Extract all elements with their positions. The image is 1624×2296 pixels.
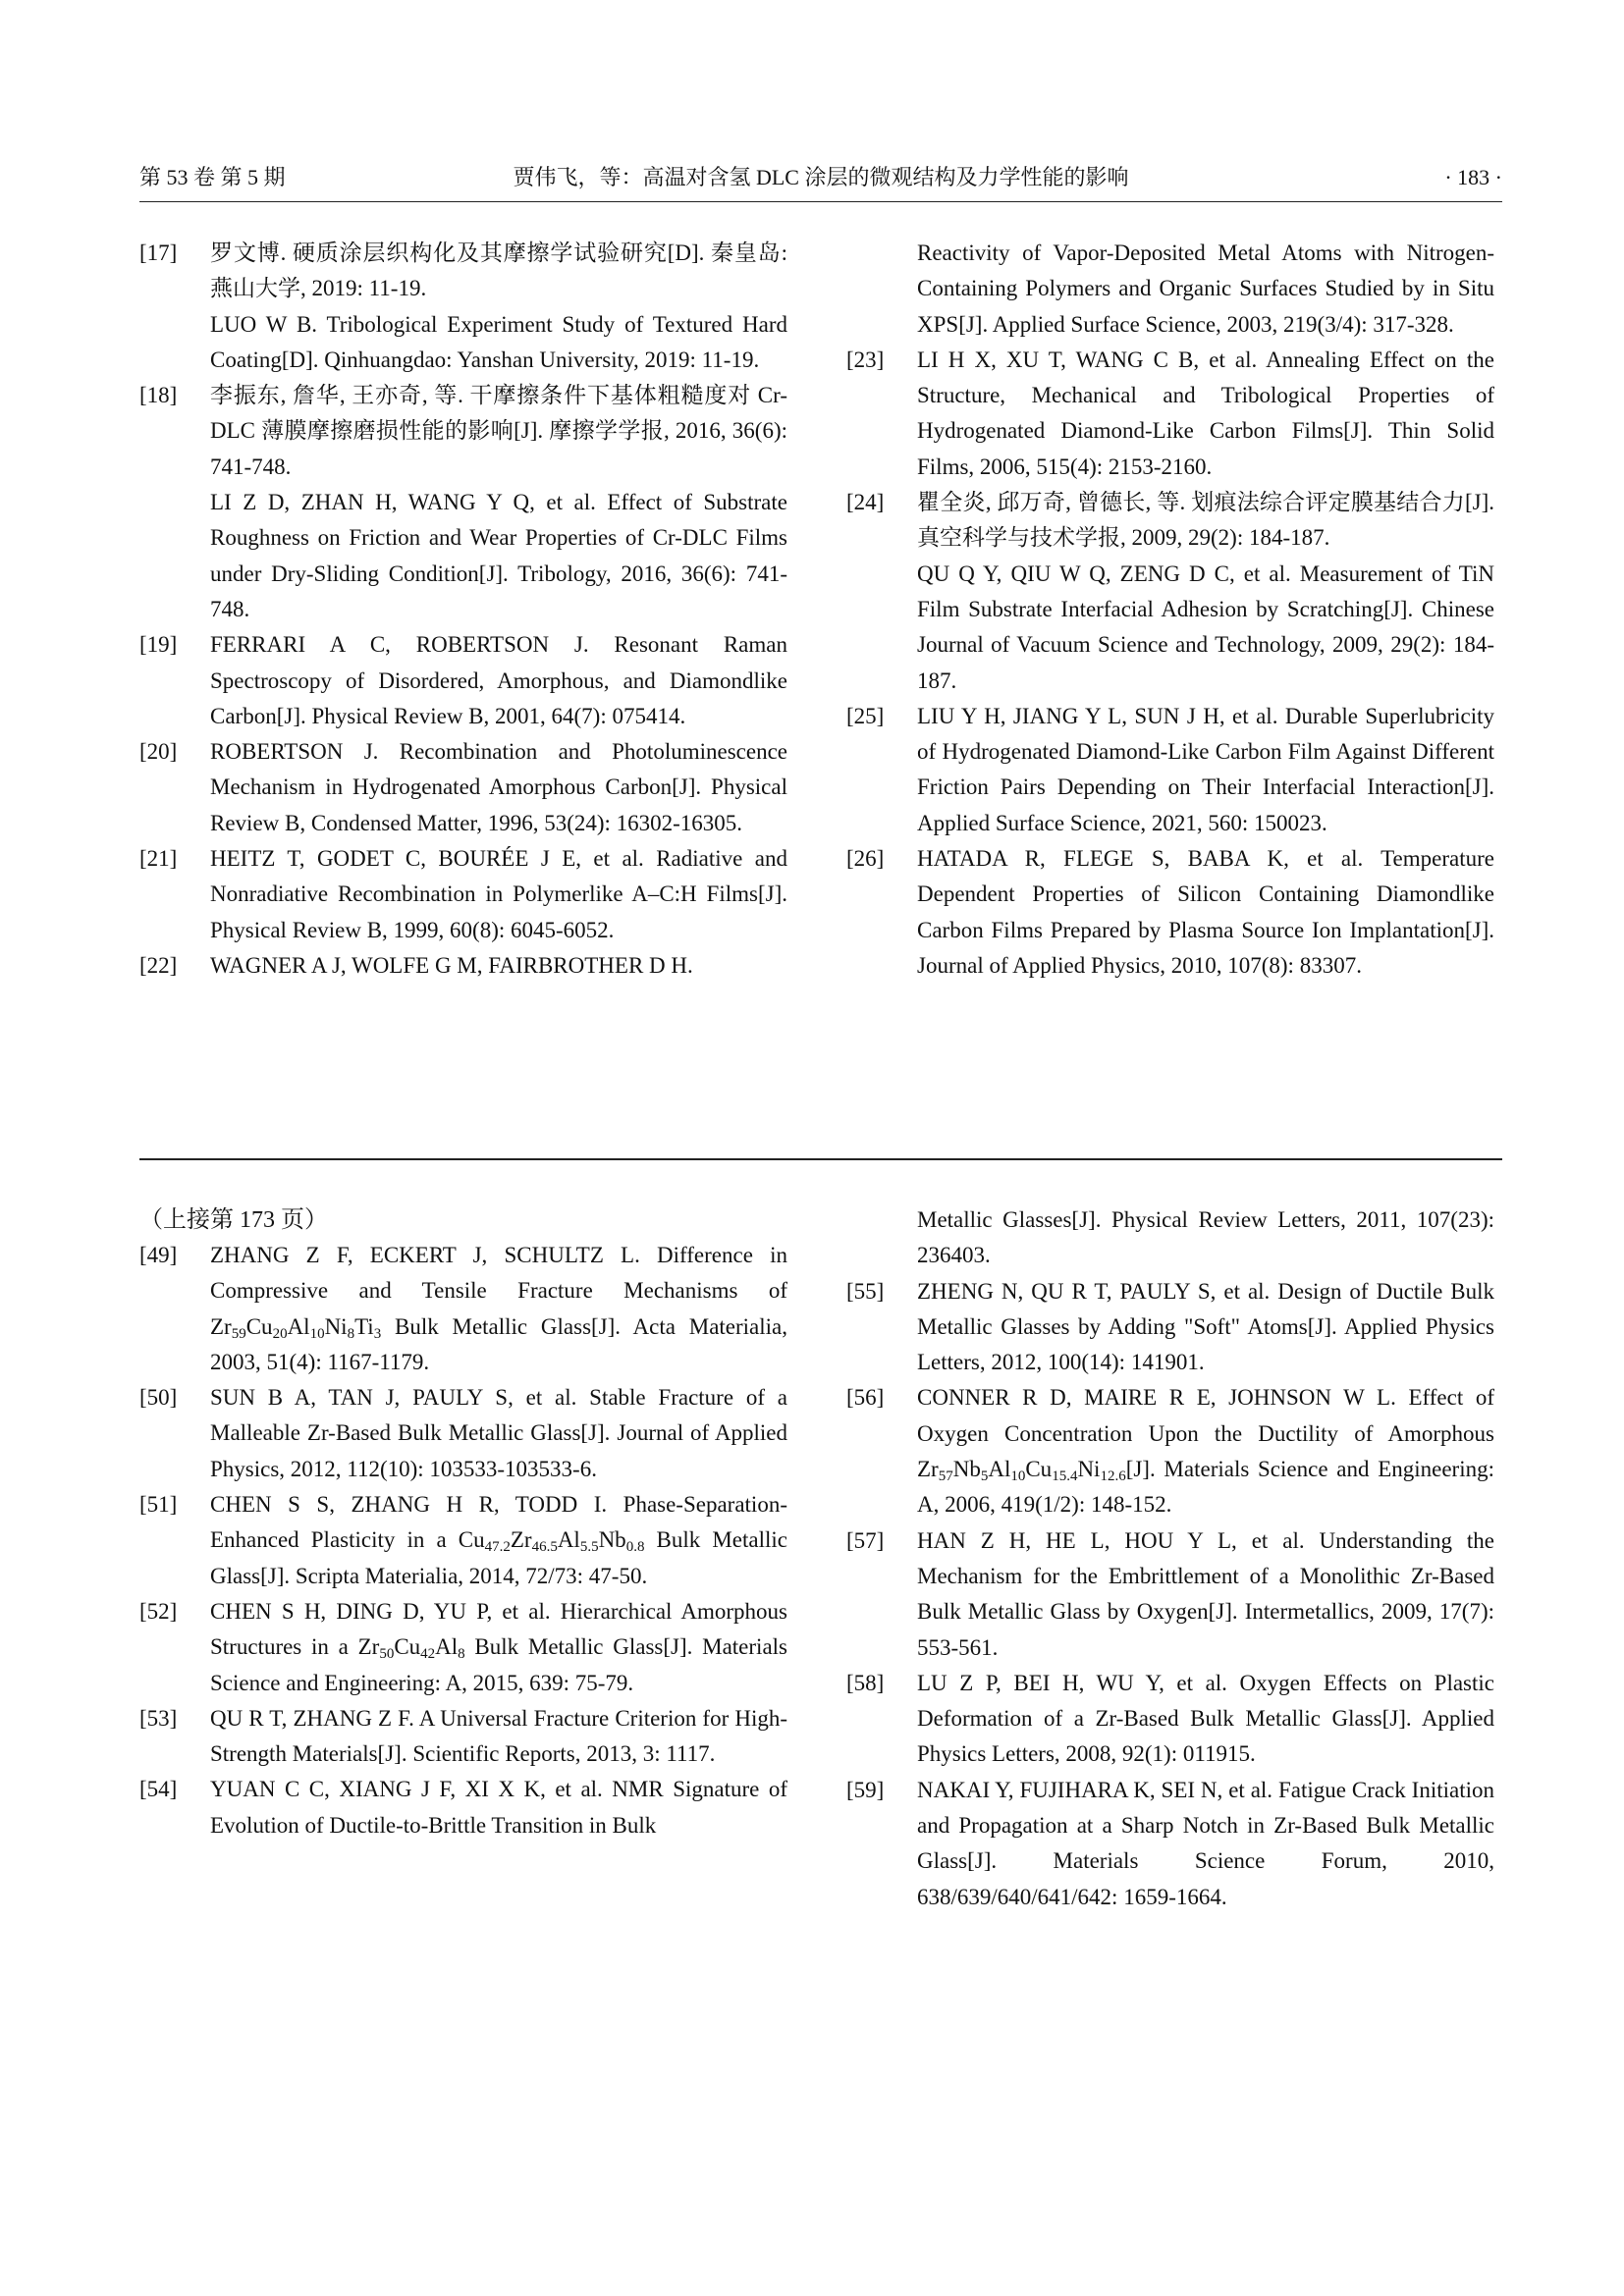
reference-entry <box>139 378 787 627</box>
reference-text: SUN B A, TAN J, PAULY S, et al. Stable Fracture of a Malleable Zr-Based Bulk Metallic Glass[J]. Journal of Applied Physics, 2012, 112(10): 103533-103533-6. <box>210 1385 787 1481</box>
reference-text: LI H X, XU T, WANG C B, et al. Annealing Effect on the Structure, Mechanical and Tribological Properties of Hydrogenated Diamond-Like Carbon Films[J]. Thin Solid Films, 2006, 515(4): 2153-2160. <box>917 347 1494 479</box>
reference-number: [53] <box>139 1705 178 1731</box>
reference-text: QU R T, ZHANG Z F. A Universal Fracture Criterion for High-Strength Materials[J]. Scientific Reports, 2013, 3: 1117. <box>210 1705 787 1767</box>
reference-number: [59] <box>846 1777 885 1802</box>
reference-number: [26] <box>846 846 885 872</box>
reference-entry <box>139 948 787 984</box>
reference-entry <box>846 841 1494 984</box>
reference-text: CHEN S H, DING D, YU P, et al. Hierarchical Amorphous Structures in a $Zr_{50}Cu_{42}Al_8$ Bulk Metallic Glass[J]. Materials Science and Engineering: A, 2015, 639: 75-79. <box>210 1598 787 1695</box>
reference-continuation: Metallic Glasses[J]. Physical Review Letters, 2011, 107(23): 236403. <box>917 1207 1494 1268</box>
reference-entry <box>846 1380 1494 1522</box>
reference-text: LU Z P, BEI H, WU Y, et al. Oxygen Effects on Plastic Deformation of a Zr-Based Bulk Metallic Glass[J]. Applied Physics Letters, 2008, 92(1): 011915. <box>917 1670 1494 1767</box>
reference-text: CONNER R D, MAIRE R E, JOHNSON W L. Effect of Oxygen Concentration Upon the Ductility of Amorphous $Zr_{57}Nb_5Al_{10}Cu_{15.4}Ni_{12.6}[J]$. Materials Science and Engineering: A, 2006, 419(1/2): 148-152. <box>917 1385 1494 1518</box>
reference-number: [58] <box>846 1670 885 1695</box>
running-header <box>139 157 1502 198</box>
journal-volume-issue: 第 53 卷 第 5 期 <box>139 165 286 189</box>
section-divider <box>139 1158 1502 1160</box>
reference-continuation: Reactivity of Vapor-Deposited Metal Atoms with Nitrogen-Containing Polymers and Organic Surfaces Studied by in Situ XPS[J]. Applied Surface Science, 2003, 219(3/4): 317-328. <box>917 240 1494 337</box>
reference-number: [21] <box>139 846 178 872</box>
reference-number: [18] <box>139 383 178 408</box>
reference-text: 李振东, 詹华, 王亦奇, 等. 干摩擦条件下基体粗糙度对 Cr-DLC 薄膜摩擦磨损性能的影响[J]. 摩擦学学报, 2016, 36(6): 741-748. <box>210 383 787 479</box>
reference-entry <box>846 343 1494 485</box>
reference-text: HAN Z H, HE L, HOU Y L, et al. Understanding the Mechanism for the Embrittlement of a Monolithic Zr-Based Bulk Metallic Glass by Oxygen[J]. Intermetallics, 2009, 17(7): 553-561. <box>917 1527 1494 1660</box>
reference-number: [22] <box>139 952 178 978</box>
reference-number: [24] <box>846 490 885 515</box>
reference-text: HEITZ T, GODET C, BOURÉE J E, et al. Radiative and Nonradiative Recombination in Polymerlike A–C:H Films[J]. Physical Review B, 1999, 60(8): 6045-6052. <box>210 846 787 942</box>
reference-number: [20] <box>139 739 178 765</box>
alloy-formula: $Cu_{47.2}Zr_{46.5}Al_{5.5}Nb_{0.8}$ <box>458 1527 645 1556</box>
reference-entry <box>139 1772 787 1843</box>
reference-entry <box>846 699 1494 841</box>
reference-text: NAKAI Y, FUJIHARA K, SEI N, et al. Fatigue Crack Initiation and Propagation at a Sharp Notch in Zr-Based Bulk Metallic Glass[J]. Materials Science Forum, 2010, 638/639/640/641/642: 1659-1664. <box>917 1777 1494 1909</box>
reference-number: [50] <box>139 1385 178 1411</box>
alloy-formula: $Zr_{59}Cu_{20}Al_{10}Ni_8Ti_3$ <box>210 1313 382 1342</box>
reference-entry <box>846 1274 1494 1381</box>
reference-entry <box>846 1666 1494 1773</box>
reference-number: [17] <box>139 240 178 265</box>
reference-number: [54] <box>139 1777 178 1802</box>
reference-text: 罗文博. 硬质涂层织构化及其摩擦学试验研究[D]. 秦皇岛: 燕山大学, 2019: 11-19. <box>210 240 787 301</box>
reference-entry <box>846 1523 1494 1666</box>
reference-text: ZHANG Z F, ECKERT J, SCHULTZ L. Difference in Compressive and Tensile Fracture Mechanisms of $Zr_{59}Cu_{20}Al_{10}Ni_8Ti_3$ Bulk Metallic Glass[J]. Acta Materialia, 2003, 51(4): 1167-1179. <box>210 1243 787 1374</box>
reference-text: LI Z D, ZHAN H, WANG Y Q, et al. Effect of Substrate Roughness on Friction and Wear Properties of Cr-DLC Films under Dry-Sliding Condition[J]. Tribology, 2016, 36(6): 741-748. <box>210 490 787 621</box>
reference-entry <box>846 485 1494 699</box>
reference-number: [57] <box>846 1527 885 1553</box>
reference-entry <box>139 236 787 378</box>
alloy-formula: $Zr_{50}Cu_{42}Al_8$ <box>357 1634 465 1663</box>
reference-entry <box>139 1238 787 1380</box>
reference-text: ROBERTSON J. Recombination and Photoluminescence Mechanism in Hydrogenated Amorphous Carbon[J]. Physical Review B, Condensed Matter, 1996, 53(24): 16302-16305. <box>210 739 787 835</box>
running-title: 贾伟飞，等：高温对含氢 DLC 涂层的微观结构及力学性能的影响 <box>513 165 1129 189</box>
reference-entry <box>139 841 787 948</box>
header-rule <box>139 201 1502 202</box>
reference-text: CHEN S S, ZHANG H R, TODD I. Phase-Separation-Enhanced Plasticity in a $Cu_{47.2}Zr_{46.5}Al_{5.5}Nb_{0.8}$ Bulk Metallic Glass[J]. Scripta Materialia, 2014, 72/73: 47-50. <box>210 1492 787 1588</box>
reference-number: [25] <box>846 703 885 728</box>
reference-number: [55] <box>846 1278 885 1304</box>
reference-number: [19] <box>139 632 178 658</box>
references-top-right <box>846 236 1494 984</box>
reference-text: QU Q Y, QIU W Q, ZENG D C, et al. Measurement of TiN Film Substrate Interfacial Adhesion by Scratching[J]. Chinese Journal of Vacuum Science and Technology, 2009, 29(2): 184-187. <box>917 561 1494 693</box>
reference-text: ZHENG N, QU R T, PAULY S, et al. Design of Ductile Bulk Metallic Glasses by Adding "Soft" Atoms[J]. Applied Physics Letters, 2012, 100(14): 141901. <box>917 1278 1494 1375</box>
alloy-formula: $Zr_{57}Nb_5Al_{10}Cu_{15.4}Ni_{12.6}$ <box>917 1457 1126 1485</box>
reference-entry <box>846 1773 1494 1915</box>
continued-from-note: （上接第 173 页） <box>139 1207 328 1233</box>
reference-entry <box>139 627 787 734</box>
references-bottom-right <box>846 1202 1494 1915</box>
reference-entry <box>139 1380 787 1487</box>
reference-number: [51] <box>139 1492 178 1518</box>
reference-number: [52] <box>139 1598 178 1624</box>
reference-text: 瞿全炎, 邱万奇, 曾德长, 等. 划痕法综合评定膜基结合力[J]. 真空科学与技术学报, 2009, 29(2): 184-187. <box>917 490 1494 551</box>
reference-text: YUAN C C, XIANG J F, XI X K, et al. NMR Signature of Evolution of Ductile-to-Brittle Transition in Bulk <box>210 1777 787 1838</box>
page-number: · 183 · <box>1444 165 1502 189</box>
reference-number: [49] <box>139 1243 178 1267</box>
reference-text: WAGNER A J, WOLFE G M, FAIRBROTHER D H. <box>210 952 693 978</box>
reference-text: LIU Y H, JIANG Y L, SUN J H, et al. Durable Superlubricity of Hydrogenated Diamond-Like Carbon Film Against Different Friction Pairs Depending on Their Interfacial Interaction[J]. Applied Surface Science, 2021, 560: 150023. <box>917 703 1494 835</box>
reference-number: [23] <box>846 347 885 372</box>
reference-text: FERRARI A C, ROBERTSON J. Resonant Raman Spectroscopy of Disordered, Amorphous, and Diamondlike Carbon[J]. Physical Review B, 2001, 64(7): 075414. <box>210 632 787 728</box>
reference-entry <box>139 734 787 841</box>
references-top-left <box>139 236 787 984</box>
reference-entry <box>139 1594 787 1701</box>
reference-number: [56] <box>846 1385 885 1411</box>
reference-text: HATADA R, FLEGE S, BABA K, et al. Temperature Dependent Properties of Silicon Containing Diamondlike Carbon Films Prepared by Plasma Source Ion Implantation[J]. Journal of Applied Physics, 2010, 107(8): 83307. <box>917 846 1494 978</box>
reference-entry <box>139 1701 787 1773</box>
reference-text: LUO W B. Tribological Experiment Study of Textured Hard Coating[D]. Qinhuangdao: Yanshan University, 2019: 11-19. <box>210 311 787 372</box>
reference-entry <box>139 1487 787 1594</box>
references-bottom-left <box>139 1202 787 1843</box>
